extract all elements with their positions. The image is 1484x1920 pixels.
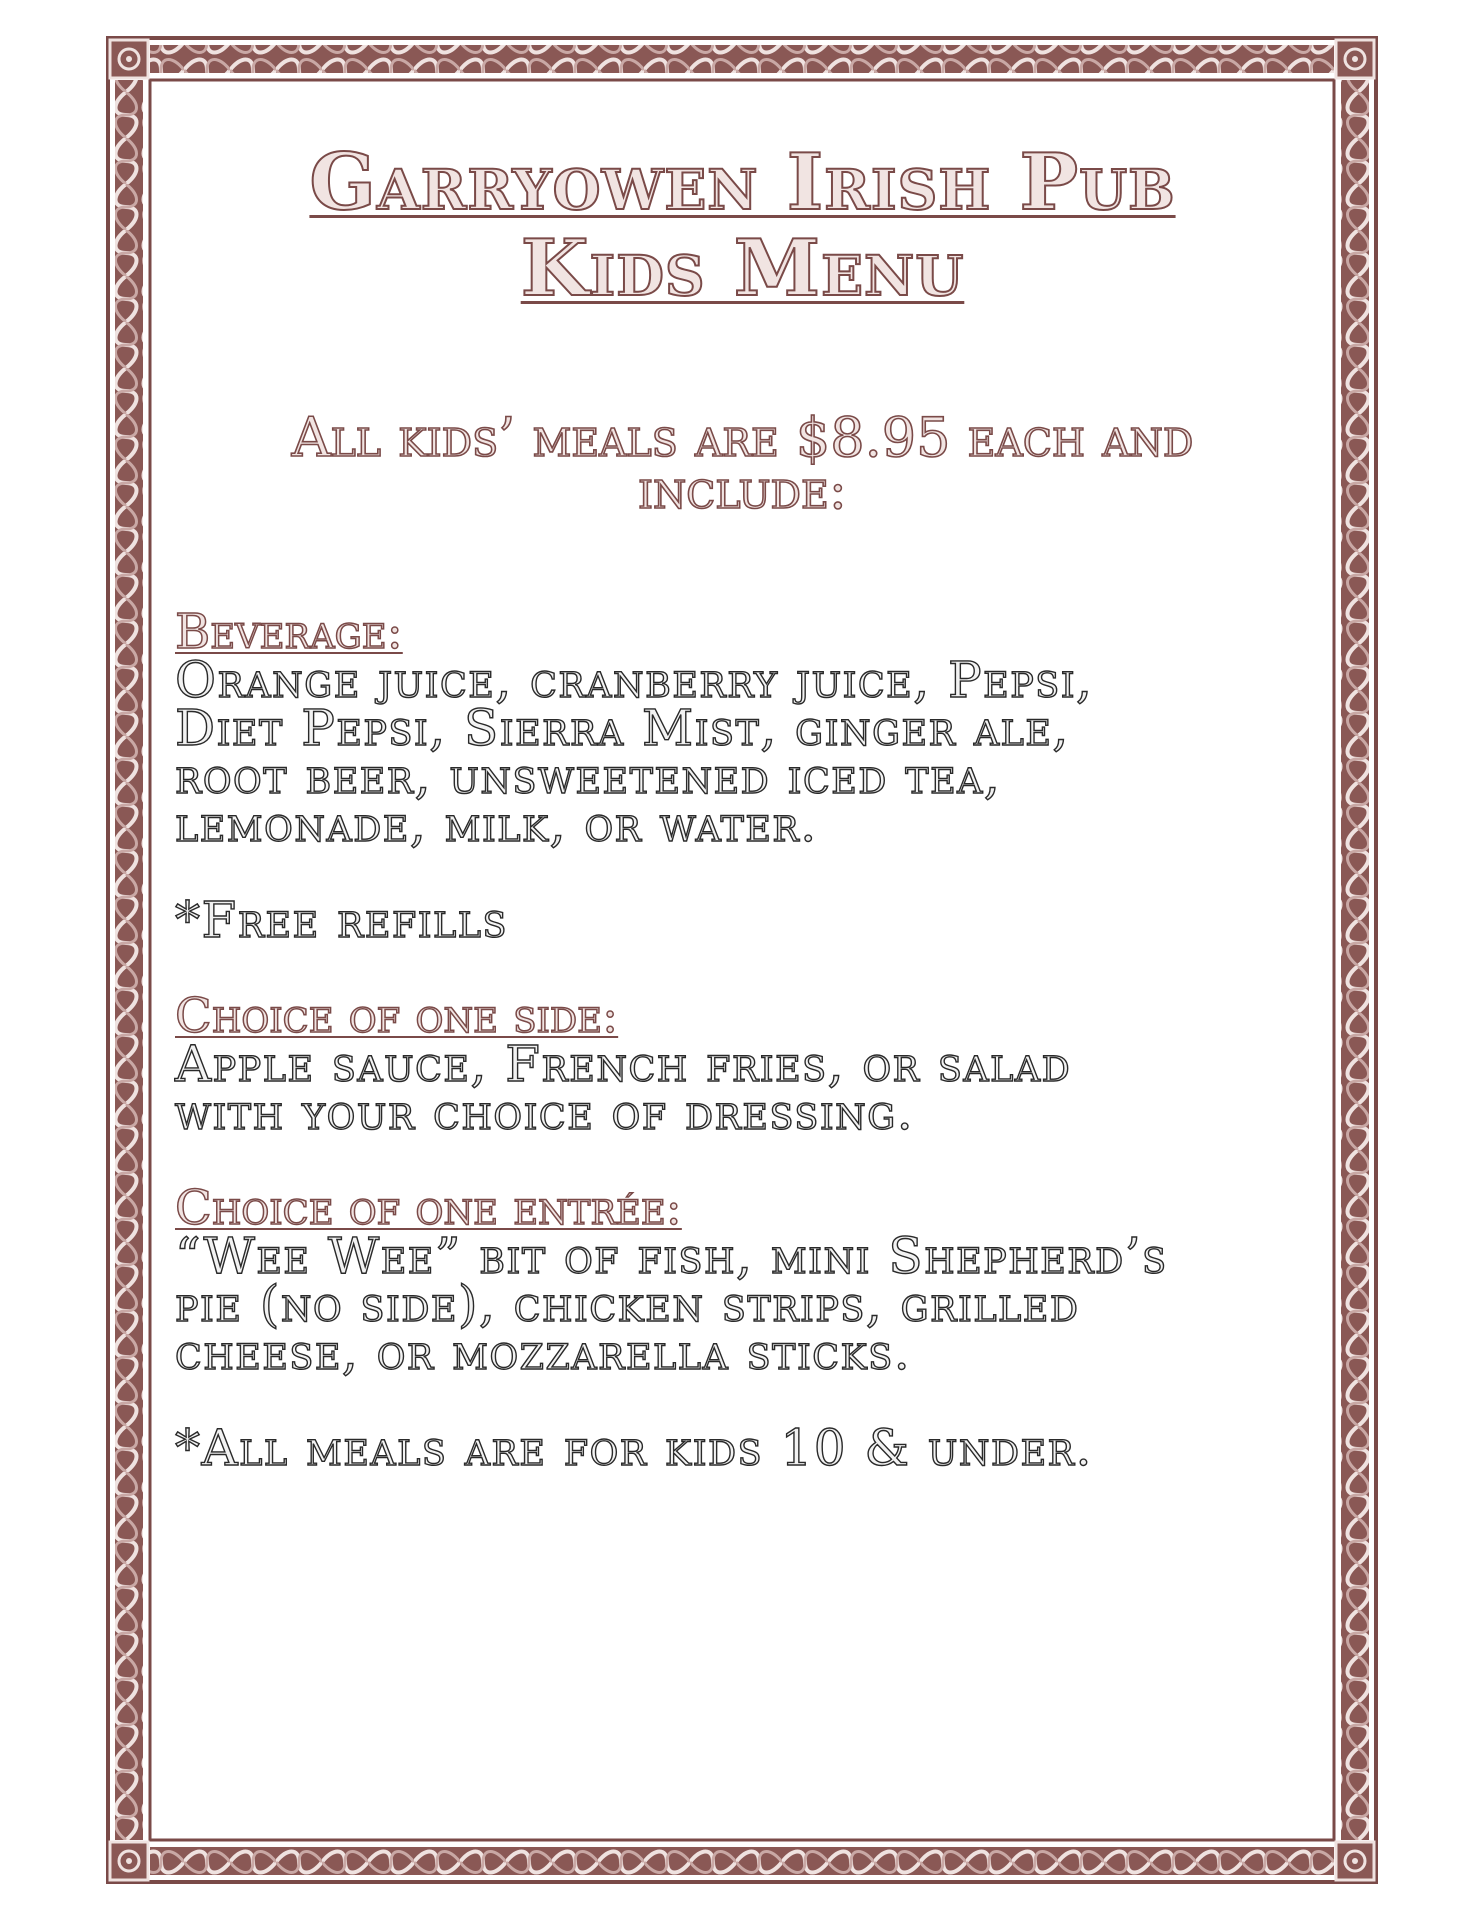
entree-list: “Wee Wee” bit of fish, mini Shepherd’s pie (no side), chicken strips, grilled cheese, or mozzarella sticks. <box>175 1227 1168 1381</box>
free-refills-note: *Free refills <box>175 891 509 949</box>
side-section <box>175 988 1310 1141</box>
beverage-list: Orange juice, cranberry juice, Pepsi, Diet Pepsi, Sierra Mist, ginger ale, root beer, unsweetened iced tea, lemonade, milk, or water. <box>175 651 1094 853</box>
beverage-section <box>175 604 1310 853</box>
title-line-kids-menu: Kids Menu <box>520 223 965 314</box>
age-limit-note: *All meals are for kids 10 & under. <box>175 1419 1093 1477</box>
entree-heading: Choice of one entrée: <box>175 1180 682 1236</box>
price-intro: All kids’ meals are $8.95 each and include: <box>291 406 1194 521</box>
title-line-restaurant: Garryowen Irish Pub <box>309 137 1176 228</box>
entree-section <box>175 1180 1310 1381</box>
menu-content <box>175 137 1310 1477</box>
side-heading: Choice of one side: <box>175 988 619 1044</box>
beverage-heading: Beverage: <box>175 604 403 660</box>
side-list: Apple sauce, French fries, or salad with your choice of dressing. <box>175 1035 1072 1141</box>
menu-title <box>175 137 1310 314</box>
